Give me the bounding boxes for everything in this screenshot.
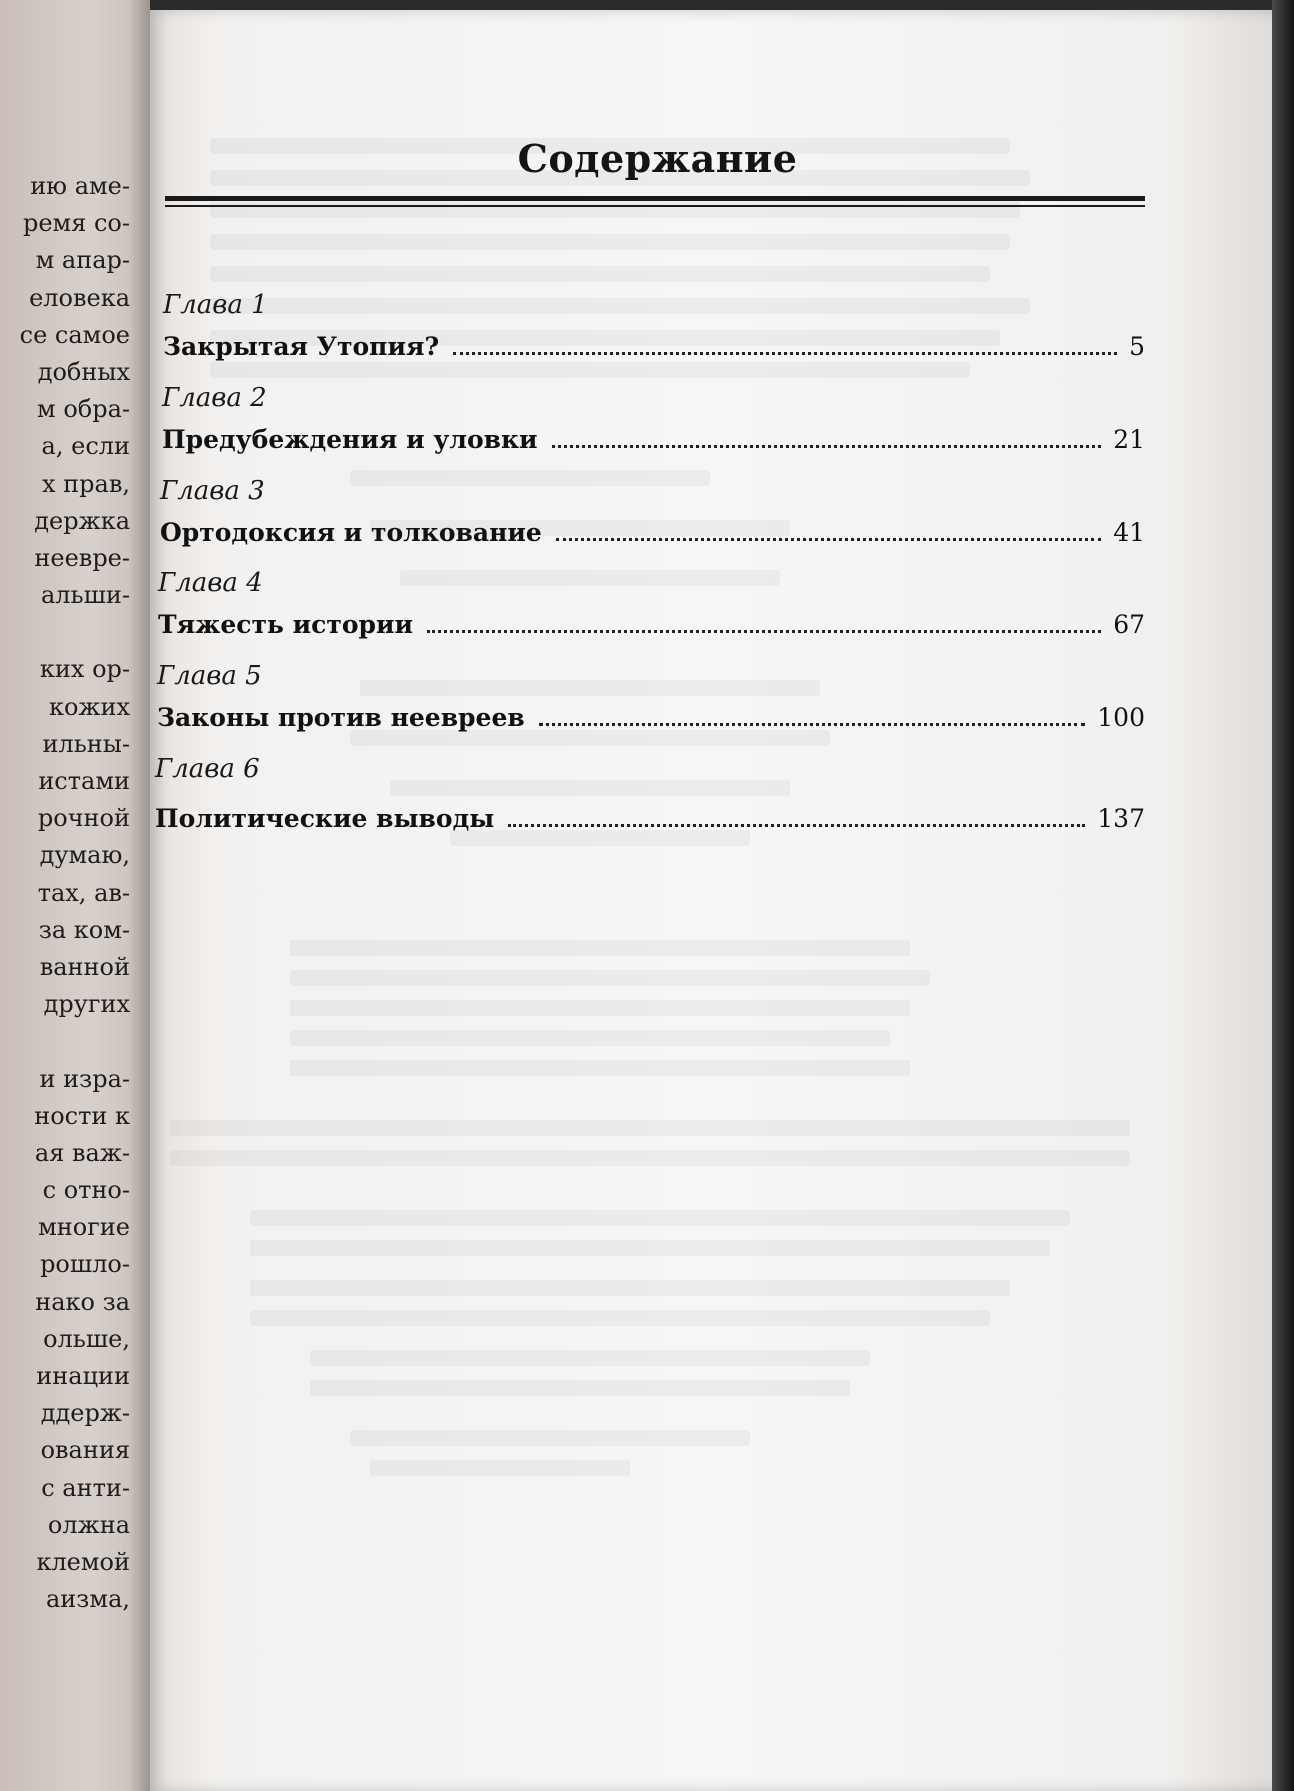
previous-page-line: за ком-: [38, 915, 130, 944]
dot-leader: [556, 538, 1101, 541]
previous-page-line: ования: [40, 1436, 130, 1465]
previous-page-line: ких ор-: [39, 655, 130, 684]
previous-page-line: многие: [38, 1213, 130, 1242]
toc-entry: [155, 804, 1145, 833]
previous-page-line: х прав,: [42, 469, 130, 498]
previous-page-line: м обра-: [37, 395, 130, 424]
chapter-label: Глава 5: [157, 661, 262, 691]
chapter-page-number: 21: [1113, 425, 1145, 454]
previous-page-line: м апар-: [35, 246, 130, 275]
toc-entry: [158, 610, 1145, 639]
previous-page-line: ности к: [34, 1101, 130, 1130]
previous-page-line: альши-: [40, 581, 130, 610]
chapter-page-number: 137: [1097, 804, 1145, 833]
dot-leader: [552, 445, 1102, 448]
chapter-title: Политические выводы: [155, 804, 495, 833]
chapter-label: Глава 2: [162, 383, 267, 413]
previous-page-line: с отно-: [42, 1176, 130, 1205]
chapter-title: Законы против неевреев: [157, 703, 525, 732]
page-title: Содержание: [517, 136, 798, 181]
previous-page-line: ольше,: [43, 1324, 130, 1353]
previous-page-line: других: [43, 990, 130, 1019]
previous-page-line: ая важ-: [34, 1138, 130, 1167]
toc-entry: [160, 518, 1145, 547]
toc-entry: [162, 425, 1145, 454]
chapter-title: Закрытая Утопия?: [163, 332, 440, 361]
dot-leader: [539, 723, 1086, 726]
previous-page-line: думаю,: [39, 841, 130, 870]
dot-leader: [453, 352, 1117, 355]
previous-page-line: тах, ав-: [37, 878, 130, 907]
previous-page-line: истами: [38, 767, 130, 795]
previous-page-line: олжна: [47, 1510, 130, 1539]
previous-page-line: се самое: [19, 320, 130, 349]
previous-page-line: ию аме-: [30, 172, 130, 200]
chapter-title: Тяжесть истории: [158, 610, 414, 639]
toc-entry: [163, 332, 1145, 361]
previous-page-line: а, если: [41, 432, 130, 461]
dot-leader: [427, 630, 1101, 633]
previous-page-line: аизма,: [46, 1585, 130, 1614]
previous-page-line: держка: [34, 506, 130, 535]
previous-page-line: рочной: [37, 804, 130, 833]
chapter-page-number: 67: [1113, 610, 1145, 639]
chapter-page-number: 41: [1113, 518, 1145, 547]
previous-page-line: с анти-: [41, 1473, 130, 1502]
chapter-title: Ортодоксия и толкование: [160, 518, 542, 547]
chapter-label: Глава 6: [155, 754, 260, 784]
previous-page-line: кожих: [48, 692, 130, 721]
dot-leader: [508, 824, 1085, 827]
previous-page-line: нако за: [35, 1287, 130, 1316]
toc-entry: [157, 703, 1145, 732]
previous-page-line: неевре-: [34, 543, 130, 572]
previous-page-line: добных: [37, 357, 130, 386]
chapter-label: Глава 4: [158, 568, 263, 598]
previous-page-line: инации: [36, 1362, 130, 1390]
previous-page-line: ддерж-: [40, 1399, 130, 1428]
previous-page-line: клемой: [36, 1547, 130, 1576]
chapter-title: Предубеждения и уловки: [162, 425, 538, 454]
chapter-page-number: 5: [1129, 332, 1145, 361]
previous-page-line: еловека: [29, 283, 130, 312]
chapter-label: Глава 1: [163, 290, 268, 320]
previous-page-line: ильны-: [42, 729, 130, 758]
previous-page-line: рошло-: [40, 1250, 130, 1279]
chapter-label: Глава 3: [160, 476, 265, 506]
previous-page-line: ванной: [39, 952, 130, 981]
previous-page-line: ремя со-: [22, 209, 130, 238]
chapter-page-number: 100: [1097, 703, 1145, 732]
previous-page-line: и изра-: [39, 1064, 130, 1093]
